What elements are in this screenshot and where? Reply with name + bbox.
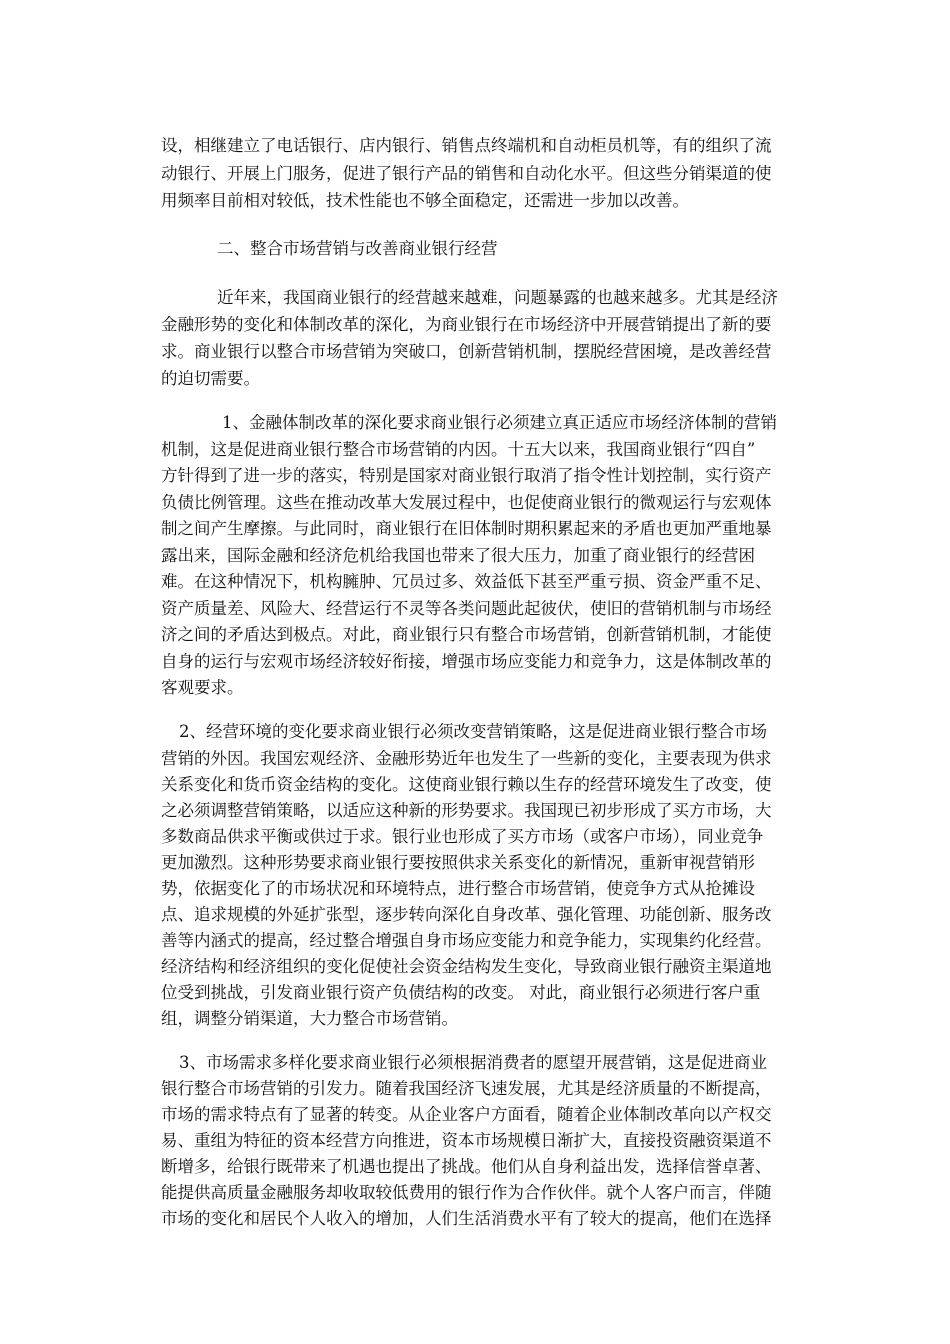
point-1-line: 自身的运行与宏观市场经济较好衔接，增强市场应变能力和竞争力，这是体制改革的 [161, 652, 772, 671]
point-2-line: 营销的外因。我国宏观经济、金融形势近年也发生了一些新的变化，主要表现为供求 [161, 749, 772, 768]
point-3-line: 能提供高质量金融服务却收取较低费用的银行作为合作伙伴。就个人客户而言，伴随 [161, 1183, 772, 1202]
point-1-line: 负债比例管理。这些在推动改革大发展过程中，也促使商业银行的微观运行与宏观体 [161, 493, 772, 512]
section-heading: 二、整合市场营销与改善商业银行经营 [217, 239, 498, 258]
point-3-line: 银行整合市场营销的引发力。随着我国经济飞速发展，尤其是经济质量的不断提高， [161, 1079, 772, 1098]
point-2-line: 多数商品供求平衡或供过于求。银行业也形成了买方市场（或客户市场），同业竞争 [161, 827, 764, 846]
intro-continued-line: 用频率目前相对较低，技术性能也不够全面稳定，还需进一步加以改善。 [161, 191, 689, 210]
point-1-line: 1、金融体制改革的深化要求商业银行必须建立真正适应市场经济体制的营销 [222, 413, 777, 432]
point-1-line: 制之间产生摩擦。与此同时，商业银行在旧体制时期积累起来的矛盾也更加严重地暴 [161, 519, 772, 538]
point-3-line: 易、重组为特征的资本经营方向推进，资本市场规模日渐扩大，直接投资融资渠道不 [161, 1131, 772, 1150]
point-2-line: 2、经营环境的变化要求商业银行必须改变营销策略，这是促进商业银行整合市场 [179, 722, 767, 741]
point-1-line: 难。在这种情况下，机构臃肿、冗员过多、效益低下甚至严重亏损、资金严重不足、 [161, 572, 772, 591]
point-2-line: 更加激烈。这种形势要求商业银行要按照供求关系变化的新情况，重新审视营销形 [161, 853, 755, 872]
point-2-line: 点、追求规模的外延扩张型，逐步转向深化自身改革、强化管理、功能创新、服务改 [161, 905, 772, 924]
point-2-line: 善等内涵式的提高，经过整合增强自身市场应变能力和竞争能力，实现集约化经营。 [161, 931, 772, 950]
section-intro-line: 近年来，我国商业银行的经营越来越难，问题暴露的也越来越多。尤其是经济 [217, 288, 778, 307]
point-3-line: 市场的变化和居民个人收入的增加，人们生活消费水平有了较大的提高，他们在选择 [161, 1209, 772, 1228]
point-2-line: 位受到挑战，引发商业银行资产负债结构的改变。 对此，商业银行必须进行客户重 [161, 983, 761, 1002]
section-intro-line: 金融形势的变化和体制改革的深化，为商业银行在市场经济中开展营销提出了新的要 [161, 315, 772, 334]
section-intro-line: 的迫切需要。 [161, 369, 260, 388]
point-1-line: 济之间的矛盾达到极点。对此，商业银行只有整合市场营销，创新营销机制，才能使 [161, 625, 772, 644]
point-1-line: 资产质量差、风险大、经营运行不灵等各类问题此起彼伏，使旧的营销机制与市场经 [161, 599, 772, 618]
point-1-line: 客观要求。 [161, 678, 244, 697]
point-3-line: 断增多，给银行既带来了机遇也提出了挑战。他们从自身利益出发，选择信誉卓著、 [161, 1157, 772, 1176]
point-2-line: 关系变化和货币资金结构的变化。这使商业银行赖以生存的经营环境发生了改变，使 [161, 775, 772, 794]
point-2-line: 之必须调整营销策略，以适应这种新的形势要求。我国现已初步形成了买方市场，大 [161, 801, 772, 820]
intro-continued-line: 动银行、开展上门服务，促进了银行产品的销售和自动化水平。但这些分销渠道的使 [161, 164, 772, 183]
point-3-line: 市场的需求特点有了显著的转变。从企业客户方面看，随着企业体制改革向以产权交 [161, 1105, 772, 1124]
section-intro-line: 求。商业银行以整合市场营销为突破口，创新营销机制，摆脱经营困境，是改善经营 [161, 342, 772, 361]
point-1-line: 机制，这是促进商业银行整合市场营销的内因。十五大以来，我国商业银行“四自” [161, 440, 756, 459]
point-1-line: 露出来，国际金融和经济危机给我国也带来了很大压力，加重了商业银行的经营困 [161, 546, 755, 565]
point-1-line: 方针得到了进一步的落实，特别是国家对商业银行取消了指令性计划控制，实行资产 [161, 466, 772, 485]
point-2-line: 经济结构和经济组织的变化促使社会资金结构发生变化，导致商业银行融资主渠道地 [161, 957, 772, 976]
intro-continued-line: 设，相继建立了电话银行、店内银行、销售点终端机和自动柜员机等，有的组织了流 [161, 136, 772, 155]
point-2-line: 组，调整分销渠道，大力整合市场营销。 [161, 1009, 458, 1028]
point-3-line: 3、市场需求多样化要求商业银行必须根据消费者的愿望开展营销，这是促进商业 [179, 1053, 767, 1072]
point-2-line: 势，依据变化了的市场状况和环境特点，进行整合市场营销，使竞争方式从抢摊设 [161, 879, 755, 898]
